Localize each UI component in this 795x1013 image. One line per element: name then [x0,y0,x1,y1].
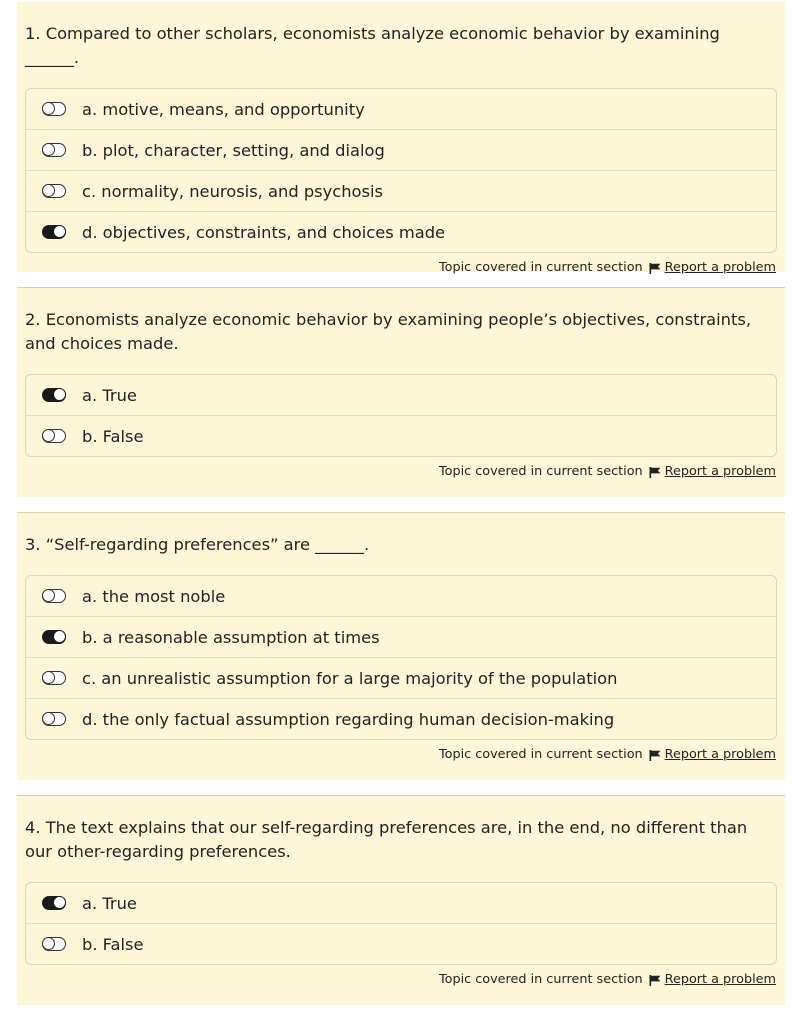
option-label: c. an unrealistic assumption for a large majority of the population [82,668,618,688]
report-problem-link[interactable]: Report a problem [664,260,776,275]
question-card-3 [17,512,785,780]
toggle-icon[interactable] [42,102,66,116]
question-text: 2. Economists analyze economic behavior by examining people’s objectives, constraints, and choices made. [25,310,752,353]
option-label: b. False [82,426,144,446]
option-a[interactable] [26,883,776,923]
toggle-icon[interactable] [42,143,66,157]
report-problem-link[interactable]: Report a problem [664,464,776,479]
option-label: d. objectives, constraints, and choices made [82,222,446,242]
report-problem-link[interactable]: Report a problem [664,747,776,762]
option-b[interactable] [26,129,776,170]
option-c[interactable] [26,657,776,698]
option-label: b. a reasonable assumption at times [82,627,380,647]
options-list [25,88,777,253]
topic-covered-text: Topic covered in current section [438,972,643,987]
flag-icon [649,263,661,274]
question-card-2 [17,287,785,497]
option-c[interactable] [26,170,776,211]
question-footer [17,260,776,275]
topic-covered-text: Topic covered in current section [438,464,643,479]
options-list [25,882,777,965]
toggle-icon[interactable] [42,896,66,910]
question-text: 1. Compared to other scholars, economists analyze economic behavior by examining ______. [25,24,720,67]
question-footer [17,972,776,987]
option-label: d. the only factual assumption regarding human decision-making [82,709,615,729]
question-footer [17,464,776,479]
toggle-icon[interactable] [42,589,66,603]
toggle-icon[interactable] [42,712,66,726]
option-a[interactable] [26,576,776,616]
option-label: b. False [82,934,144,954]
toggle-icon[interactable] [42,184,66,198]
topic-covered-text: Topic covered in current section [438,260,643,275]
topic-covered-text: Topic covered in current section [438,747,643,762]
question-footer [17,747,776,762]
option-label: c. normality, neurosis, and psychosis [82,181,384,201]
flag-icon [649,467,661,478]
option-d[interactable] [26,211,776,252]
option-label: a. the most noble [82,586,226,606]
toggle-icon[interactable] [42,429,66,443]
option-a[interactable] [26,375,776,415]
option-b[interactable] [26,616,776,657]
question-text: 3. “Self-regarding preferences” are ______. [25,535,370,554]
toggle-icon[interactable] [42,671,66,685]
flag-icon [649,975,661,986]
options-list [25,575,777,740]
flag-icon [649,750,661,761]
toggle-icon[interactable] [42,225,66,239]
option-b[interactable] [26,923,776,964]
question-text: 4. The text explains that our self-regarding preferences are, in the end, no different than our other-regarding preferences. [25,818,748,861]
toggle-icon[interactable] [42,630,66,644]
option-label: a. motive, means, and opportunity [82,99,365,119]
option-d[interactable] [26,698,776,739]
question-card-4 [17,795,785,1005]
toggle-icon[interactable] [42,388,66,402]
toggle-icon[interactable] [42,937,66,951]
question-card-1 [17,2,785,275]
option-label: b. plot, character, setting, and dialog [82,140,385,160]
options-list [25,374,777,457]
option-a[interactable] [26,89,776,129]
option-b[interactable] [26,415,776,456]
report-problem-link[interactable]: Report a problem [664,972,776,987]
option-label: a. True [82,893,137,913]
option-label: a. True [82,385,137,405]
